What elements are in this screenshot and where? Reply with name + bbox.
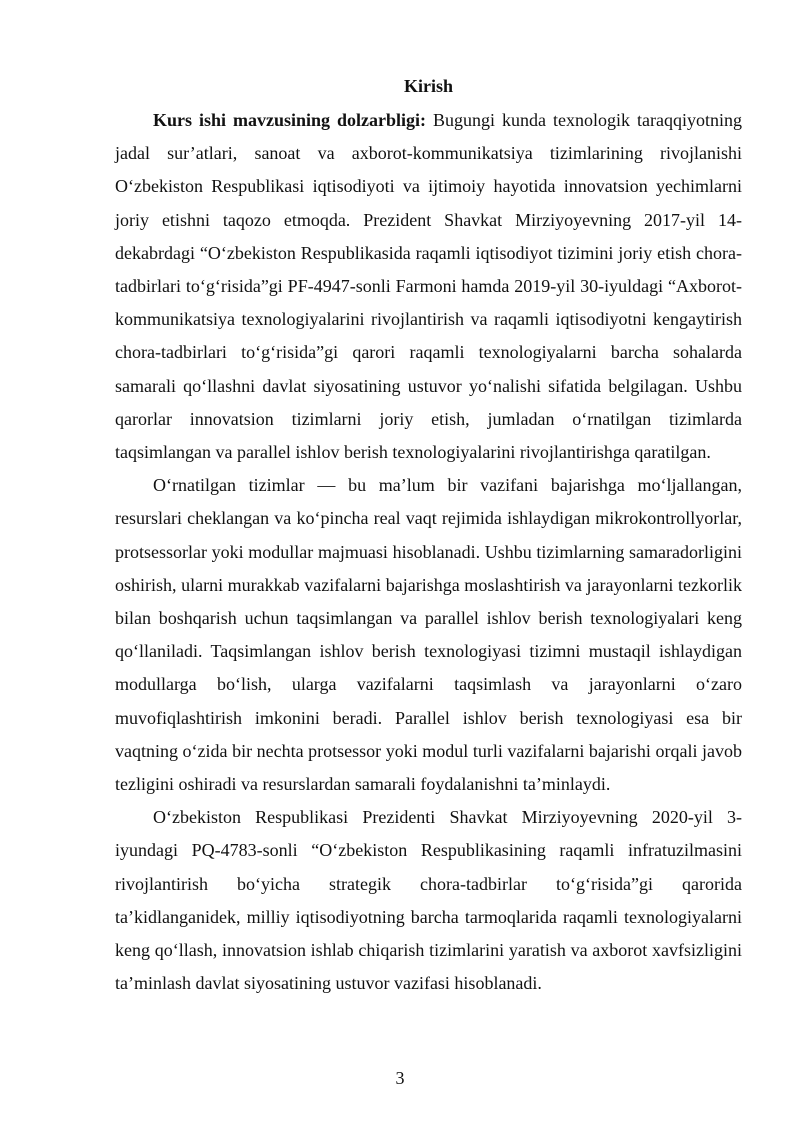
- page-number: 3: [395, 1068, 405, 1088]
- paragraph-lead-bold: Kurs ishi mavzusining dolzarbligi:: [153, 110, 427, 130]
- section-title: Kirish: [403, 76, 453, 96]
- paragraph-presidential-decree: [115, 801, 742, 1000]
- paragraph-text: O‘rnatilgan tizimlar — bu ma’lum bir vazifani bajarishga mo‘ljallangan, resurslari cheklangan va ko‘pincha real vaqt rejimida ishlaydigan mikrokontrollyorlar, protsessorlar yoki modullar majmuasi hisoblanadi. Ushbu tizimlarning samaradorligini oshirish, ularni murakkab vazifalarni bajarishga moslashtirish va jarayonlarni tezkorlik bilan boshqarish uchun taqsimlangan va parallel ishlov berish texnologiyalari keng qo‘llaniladi. Taqsimlangan ishlov berish texnologiyasi tizimni mustaqil ishlaydigan modullarga bo‘lish, ularga vazifalarni taqsimlash va jarayonlarni o‘zaro muvofiqlashtirish imkonini beradi. Parallel ishlov berish texnologiyasi esa bir vaqtning o‘zida bir nechta protsessor yoki modul turli vazifalarni bajarishi orqali javob tezligini oshiradi va resurslardan samarali foydalanishni ta’minlaydi.: [115, 475, 742, 795]
- paragraph-text: Bugungi kunda texnologik taraqqiyotning jadal sur’atlari, sanoat va axborot-kommunikatsiya tizimlarining rivojlanishi O‘zbekiston Respublikasi iqtisodiyoti va ijtimoiy hayotida innovatsion yechimlarni joriy etishni taqozo etmoqda. Prezident Shavkat Mirziyoyevning 2017-yil 14-dekabrdagi “O‘zbekiston Respublikasida raqamli iqtisodiyot tizimini joriy etish chora-tadbirlari to‘g‘risida”gi PF-4947-sonli Farmoni hamda 2019-yil 30-iyuldagi “Axborot-kommunikatsiya texnologiyalarini rivojlantirish va raqamli iqtisodiyotni kengaytirish chora-tadbirlari to‘g‘risida”gi qarori raqamli texnologiyalarni barcha sohalarda samarali qo‘llashni davlat siyosatining ustuvor yo‘nalishi sifatida belgilagan. Ushbu qarorlar innovatsion tizimlarni joriy etish, jumladan o‘rnatilgan tizimlarda taqsimlangan va parallel ishlov berish texnologiyalarini rivojlantirishga qaratilgan.: [115, 110, 743, 463]
- paragraph-embedded-systems: [115, 469, 742, 801]
- paragraph-text: O‘zbekiston Respublikasi Prezidenti Shavkat Mirziyoyevning 2020-yil 3-iyundagi PQ-4783-sonli “O‘zbekiston Respublikasining raqamli infratuzilmasini rivojlantirish bo‘yicha strategik chora-tadbirlar to‘g‘risida”gi qarorida ta’kidlanganidek, milliy iqtisodiyotning barcha tarmoqlarida raqamli texnologiyalarni keng qo‘llash, innovatsion ishlab chiqarish tizimlarini yaratish va axborot xavfsizligini ta’minlash davlat siyosatining ustuvor vazifasi hisoblanadi.: [115, 807, 742, 994]
- paragraph-relevance: [115, 104, 742, 469]
- document-page: [115, 73, 742, 1000]
